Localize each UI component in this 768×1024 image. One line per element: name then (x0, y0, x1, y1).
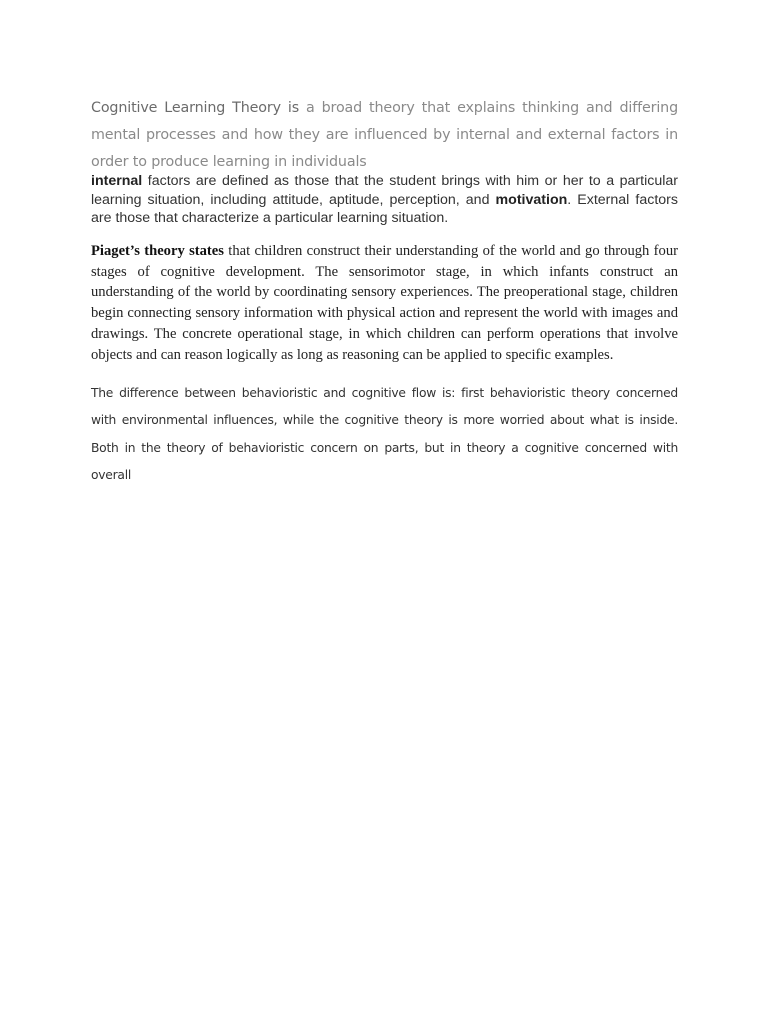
paragraph-body-text: The difference between behavioristic and cognitive flow is: first behavioristic theory concerned with environmental influences, while the cognitive theory is more worried about what is inside. Both in the theory of behavioristic concern on parts, but in theory a cognitive concerned with overall (91, 386, 678, 482)
paragraph-body-text: factors are defined as those that the student brings with him or her to a particular learning situation, including attitude, aptitude, perception, and (91, 173, 678, 208)
paragraph-lead-heading: Piaget’s theory states (91, 243, 224, 259)
paragraph-body-text: . External factors are those that characterize a particular learning situation. (91, 191, 678, 227)
paragraph-body-text: that children construct their understanding of the world and go through four stages of cognitive development. The sensorimotor stage, in which infants construct an understanding of the world by coordinating sensory experiences. The preoperational stage, children begin connecting sensory information with physical action and represent the world with images and drawings. The concrete operational stage, in which children can perform operations that involve objects and can reason logically as long as reasoning can be applied to specific examples. (91, 243, 678, 363)
paragraph-lead-heading: Cognitive Learning Theory is (91, 100, 300, 116)
paragraph-body-text: a broad theory that explains thinking and differing mental processes and how they are influenced by internal and external factors in order to produce learning in individuals (91, 100, 678, 170)
piaget-theory-paragraph (91, 241, 678, 365)
cognitive-learning-theory-paragraph (91, 95, 678, 176)
term-internal: internal (91, 173, 143, 189)
internal-factors-paragraph (91, 172, 678, 228)
behavioristic-vs-cognitive-paragraph (91, 380, 678, 489)
term-motivation: motivation (495, 191, 568, 208)
